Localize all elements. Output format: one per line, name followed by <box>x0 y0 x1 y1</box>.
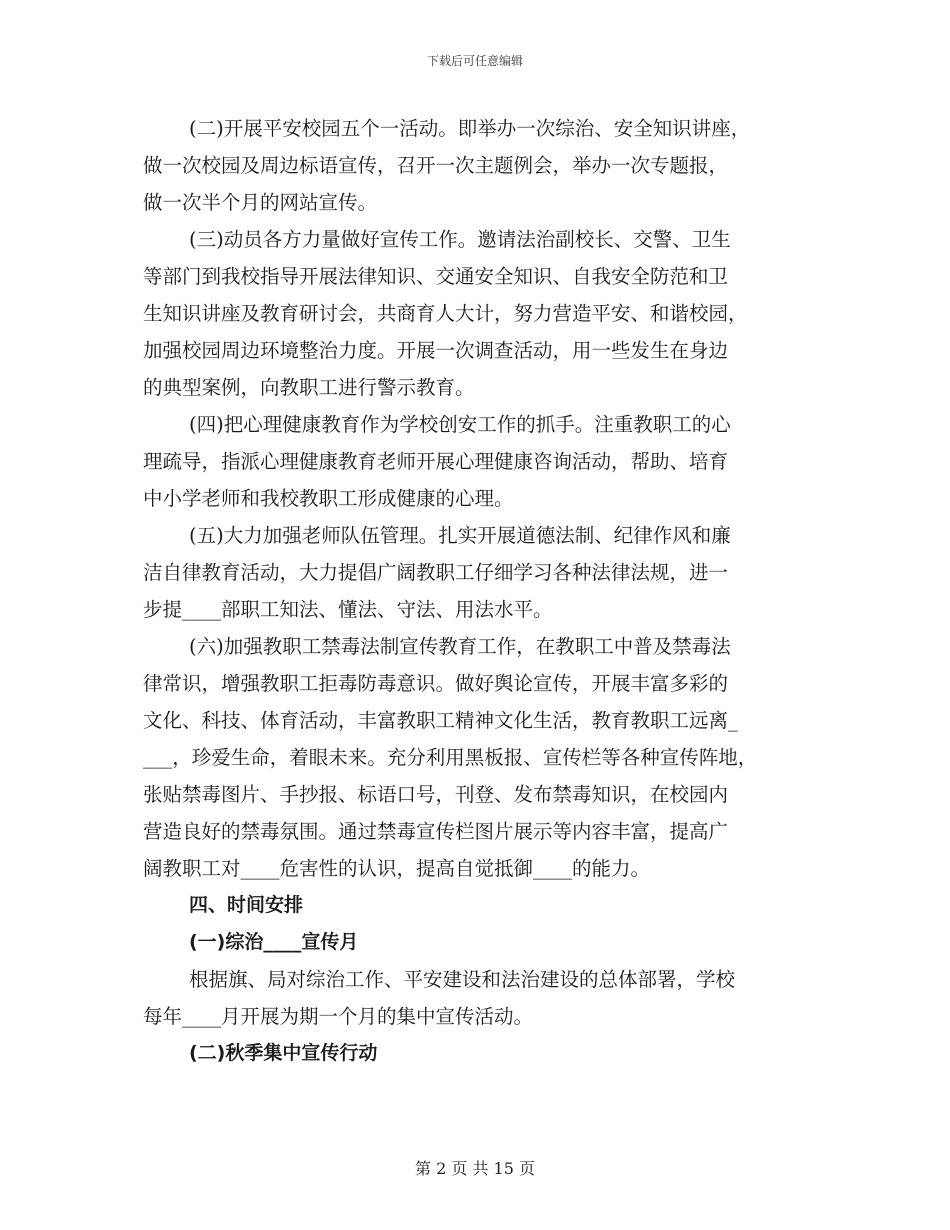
paragraph-3 <box>143 221 823 406</box>
text-line: 中小学老师和我校教职工形成健康的心理。 <box>143 487 514 510</box>
text-line: 律常识，增强教职工拒毒防毒意识。做好舆论宣传，开展丰富多彩的 <box>143 672 729 695</box>
text-line: 的典型案例，向教职工进行警示教育。 <box>143 376 475 399</box>
paragraph-5 <box>143 517 823 628</box>
text-line: 理疏导，指派心理健康教育老师开展心理健康咨询活动，帮助、培育 <box>143 450 729 473</box>
text-line: 生知识讲座及教育研讨会，共商育人大计，努力营造平安、和谐校园， <box>143 302 748 325</box>
subsection-heading-2: (二)秋季集中宣传行动 <box>189 1042 378 1064</box>
text-line: (三)动员各方力量做好宣传工作。邀请法治副校长、交警、卫生 <box>189 228 731 251</box>
text-line: 张贴禁毒图片、手抄报、标语口号，刊登、发布禁毒知识，在校园内 <box>143 783 729 806</box>
subsection-heading-1: (一)综治____宣传月 <box>189 931 359 953</box>
paragraph-6 <box>143 628 823 887</box>
page-number-footer: 第 2 页 共 15 页 <box>415 1159 535 1178</box>
text-line: 做一次校园及周边标语宣传，召开一次主题例会，举办一次专题报， <box>143 154 729 177</box>
text-line: 步提____部职工知法、懂法、守法、用法水平。 <box>143 598 553 621</box>
text-line: ___，珍爱生命，着眼未来。充分利用黑板报、宣传栏等各种宣传阵地， <box>143 746 758 769</box>
text-line: 做一次半个月的网站宣传。 <box>143 191 378 214</box>
document-body <box>143 110 823 1072</box>
text-line: 营造良好的禁毒氛围。通过禁毒宣传栏图片展示等内容丰富，提高广 <box>143 820 729 843</box>
text-line: 文化、科技、体育活动，丰富教职工精神文化生活，教育教职工远离_ <box>143 709 738 732</box>
section-heading-schedule: 四、时间安排 <box>189 894 304 916</box>
text-line: (五)大力加强老师队伍管理。扎实开展道德法制、纪律作风和廉 <box>189 524 731 547</box>
text-line: (二)开展平安校园五个一活动。即举办一次综治、安全知识讲座， <box>189 117 751 140</box>
text-line: 阔教职工对____危害性的认识，提高自觉抵御____的能力。 <box>143 857 651 880</box>
paragraph-4 <box>143 406 823 517</box>
text-line: 加强校园周边环境整治力度。开展一次调查活动，用一些发生在身边 <box>143 339 729 362</box>
text-line: 等部门到我校指导开展法律知识、交通安全知识、自我安全防范和卫 <box>143 265 729 288</box>
paragraph-2 <box>143 110 823 221</box>
paragraph-schedule-1 <box>143 961 823 1035</box>
text-line: 根据旗、局对综治工作、平安建设和法治建设的总体部署，学校 <box>189 968 736 991</box>
text-line: (六)加强教职工禁毒法制宣传教育工作，在教职工中普及禁毒法 <box>189 635 731 658</box>
page-header: 下载后可任意编辑 <box>426 54 523 68</box>
text-line: 每年____月开展为期一个月的集中宣传活动。 <box>143 1005 534 1028</box>
text-line: (四)把心理健康教育作为学校创安工作的抓手。注重教职工的心 <box>189 413 731 436</box>
text-line: 洁自律教育活动，大力提倡广阔教职工仔细学习各种法律法规，进一 <box>143 561 729 584</box>
